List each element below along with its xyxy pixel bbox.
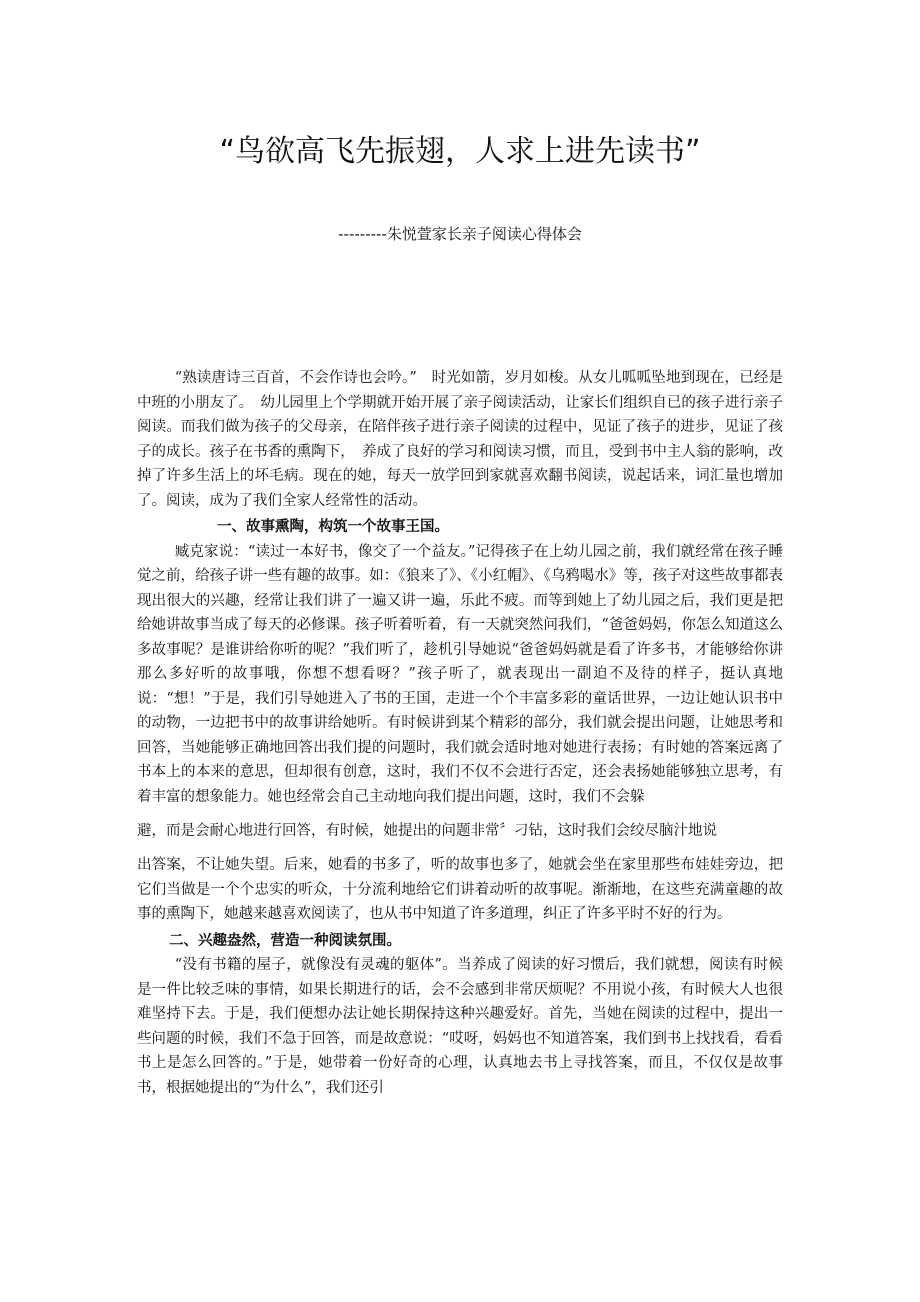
document-subtitle: ---------朱悦萱家长亲子阅读心得体会	[338, 225, 582, 243]
section-1-paragraph-end: 出答案，不让她失望。后来，她看的书多了，听的故事也多了，她就会坐在家里那些布娃娃旁边，把它们当做是一个个忠实的听众，十分流利地给它们讲着动听的故事呢。渐渐地，在这些充满童趣的故事的熏陶下，她越来越喜欢阅读了，也从书中知道了许多道理，纠正了许多平时不好的行为。	[137, 857, 783, 922]
document-title: “鸟欲高飞先振翅，人求上进先读书”	[219, 134, 701, 169]
intro-paragraph: “熟读唐诗三百首，不会作诗也会吟。” 时光如箭，岁月如梭。从女儿呱呱坠地到现在，已经是中班的小朋友了。 幼儿园里上个学期就开始开展了亲子阅读活动，让家长们组织自已的孩子进行亲子阅读。而我们做为孩子的父母亲，在陪伴孩子进行亲子阅读的过程中，见证了孩子的进步，见证了孩子的成长。孩子在书香的熏陶下， 养成了良好的学习和阅读习惯，而且，受到书中主人翁的影响，改掉了许多生活上的坏毛病。现在的她，每天一放学回到家就喜欢翻书阅读，说起话来，词汇量也增加了。阅读，成为了我们全家人经常性的活动。	[137, 370, 783, 509]
document-body	[137, 366, 783, 1100]
section-2-paragraph: “没有书籍的屋子，就像没有灵魂的躯体”。当养成了阅读的好习惯后，我们就想，阅读有时候是一件比较乏味的事情，如果长期进行的话，会不会感到非常厌烦呢？不用说小孩，有时候大人也很难坚持下去。于是，我们便想办法让她长期保持这种兴趣爱好。首先，当她在阅读的过程中，提出一些问题的时候，我们不急于回答，而是故意说：“哎呀，妈妈也不知道答案，我们到书上找找看，看看书上是怎么回答的。”于是，她带着一份好奇的心理，认真地去书上寻找答案，而且，不仅仅是故事书，根据她提出的“为什么”，我们还引	[137, 957, 783, 1096]
section-1-paragraph-continued: 避，而是会耐心地进行回答，有时候，她提出的问题非常〞刁钻，这时我们会绞尽脑汁地说	[137, 823, 717, 839]
section-1-paragraph: 臧克家说：“读过一本好书，像交了一个益友。”记得孩子在上幼儿园之前，我们就经常在孩子睡觉之前，给孩子讲一些有趣的故事。如：《狼来了》、《小红帽》、《乌鸦喝水》等，孩子对这些故事都表现出很大的兴趣，经常让我们讲了一遍又讲一遍，乐此不疲。而等到她上了幼儿园之后，我们更是把给她讲故事当成了每天的必修课。孩子听着听着，有一天就突然问我们，“爸爸妈妈，你怎么知道这么多故事呢？是谁讲给你听的呢？”我们听了，趁机引导她说“爸爸妈妈就是看了许多书，才能够给你讲那么多好听的故事哦，你想不想看呀？”孩子听了，就表现出一副迫不及待的样子，挺认真地说：“想！”于是，我们引导她进入了书的王国，走进一个个丰富多彩的童话世界，一边让她认识书中的动物，一边把书中的故事讲给她听。有时候讲到某个精彩的部分，我们就会提出问题，让她思考和回答，当她能够正确地回答出我们提的问题时，我们就会适时地对她进行表扬；有时她的答案远离了书本上的本来的意思，但却很有创意，这时，我们不仅不会进行否定，还会表扬她能够独立思考，有着丰富的想象能力。她也经常会自己主动地向我们提出问题，这时，我们不会躲	[137, 543, 783, 805]
section-1-heading: 一、故事熏陶，构筑一个故事王国。	[217, 518, 449, 535]
section-2-heading: 二、兴趣盎然，营造一种阅读氛围。	[169, 931, 401, 949]
